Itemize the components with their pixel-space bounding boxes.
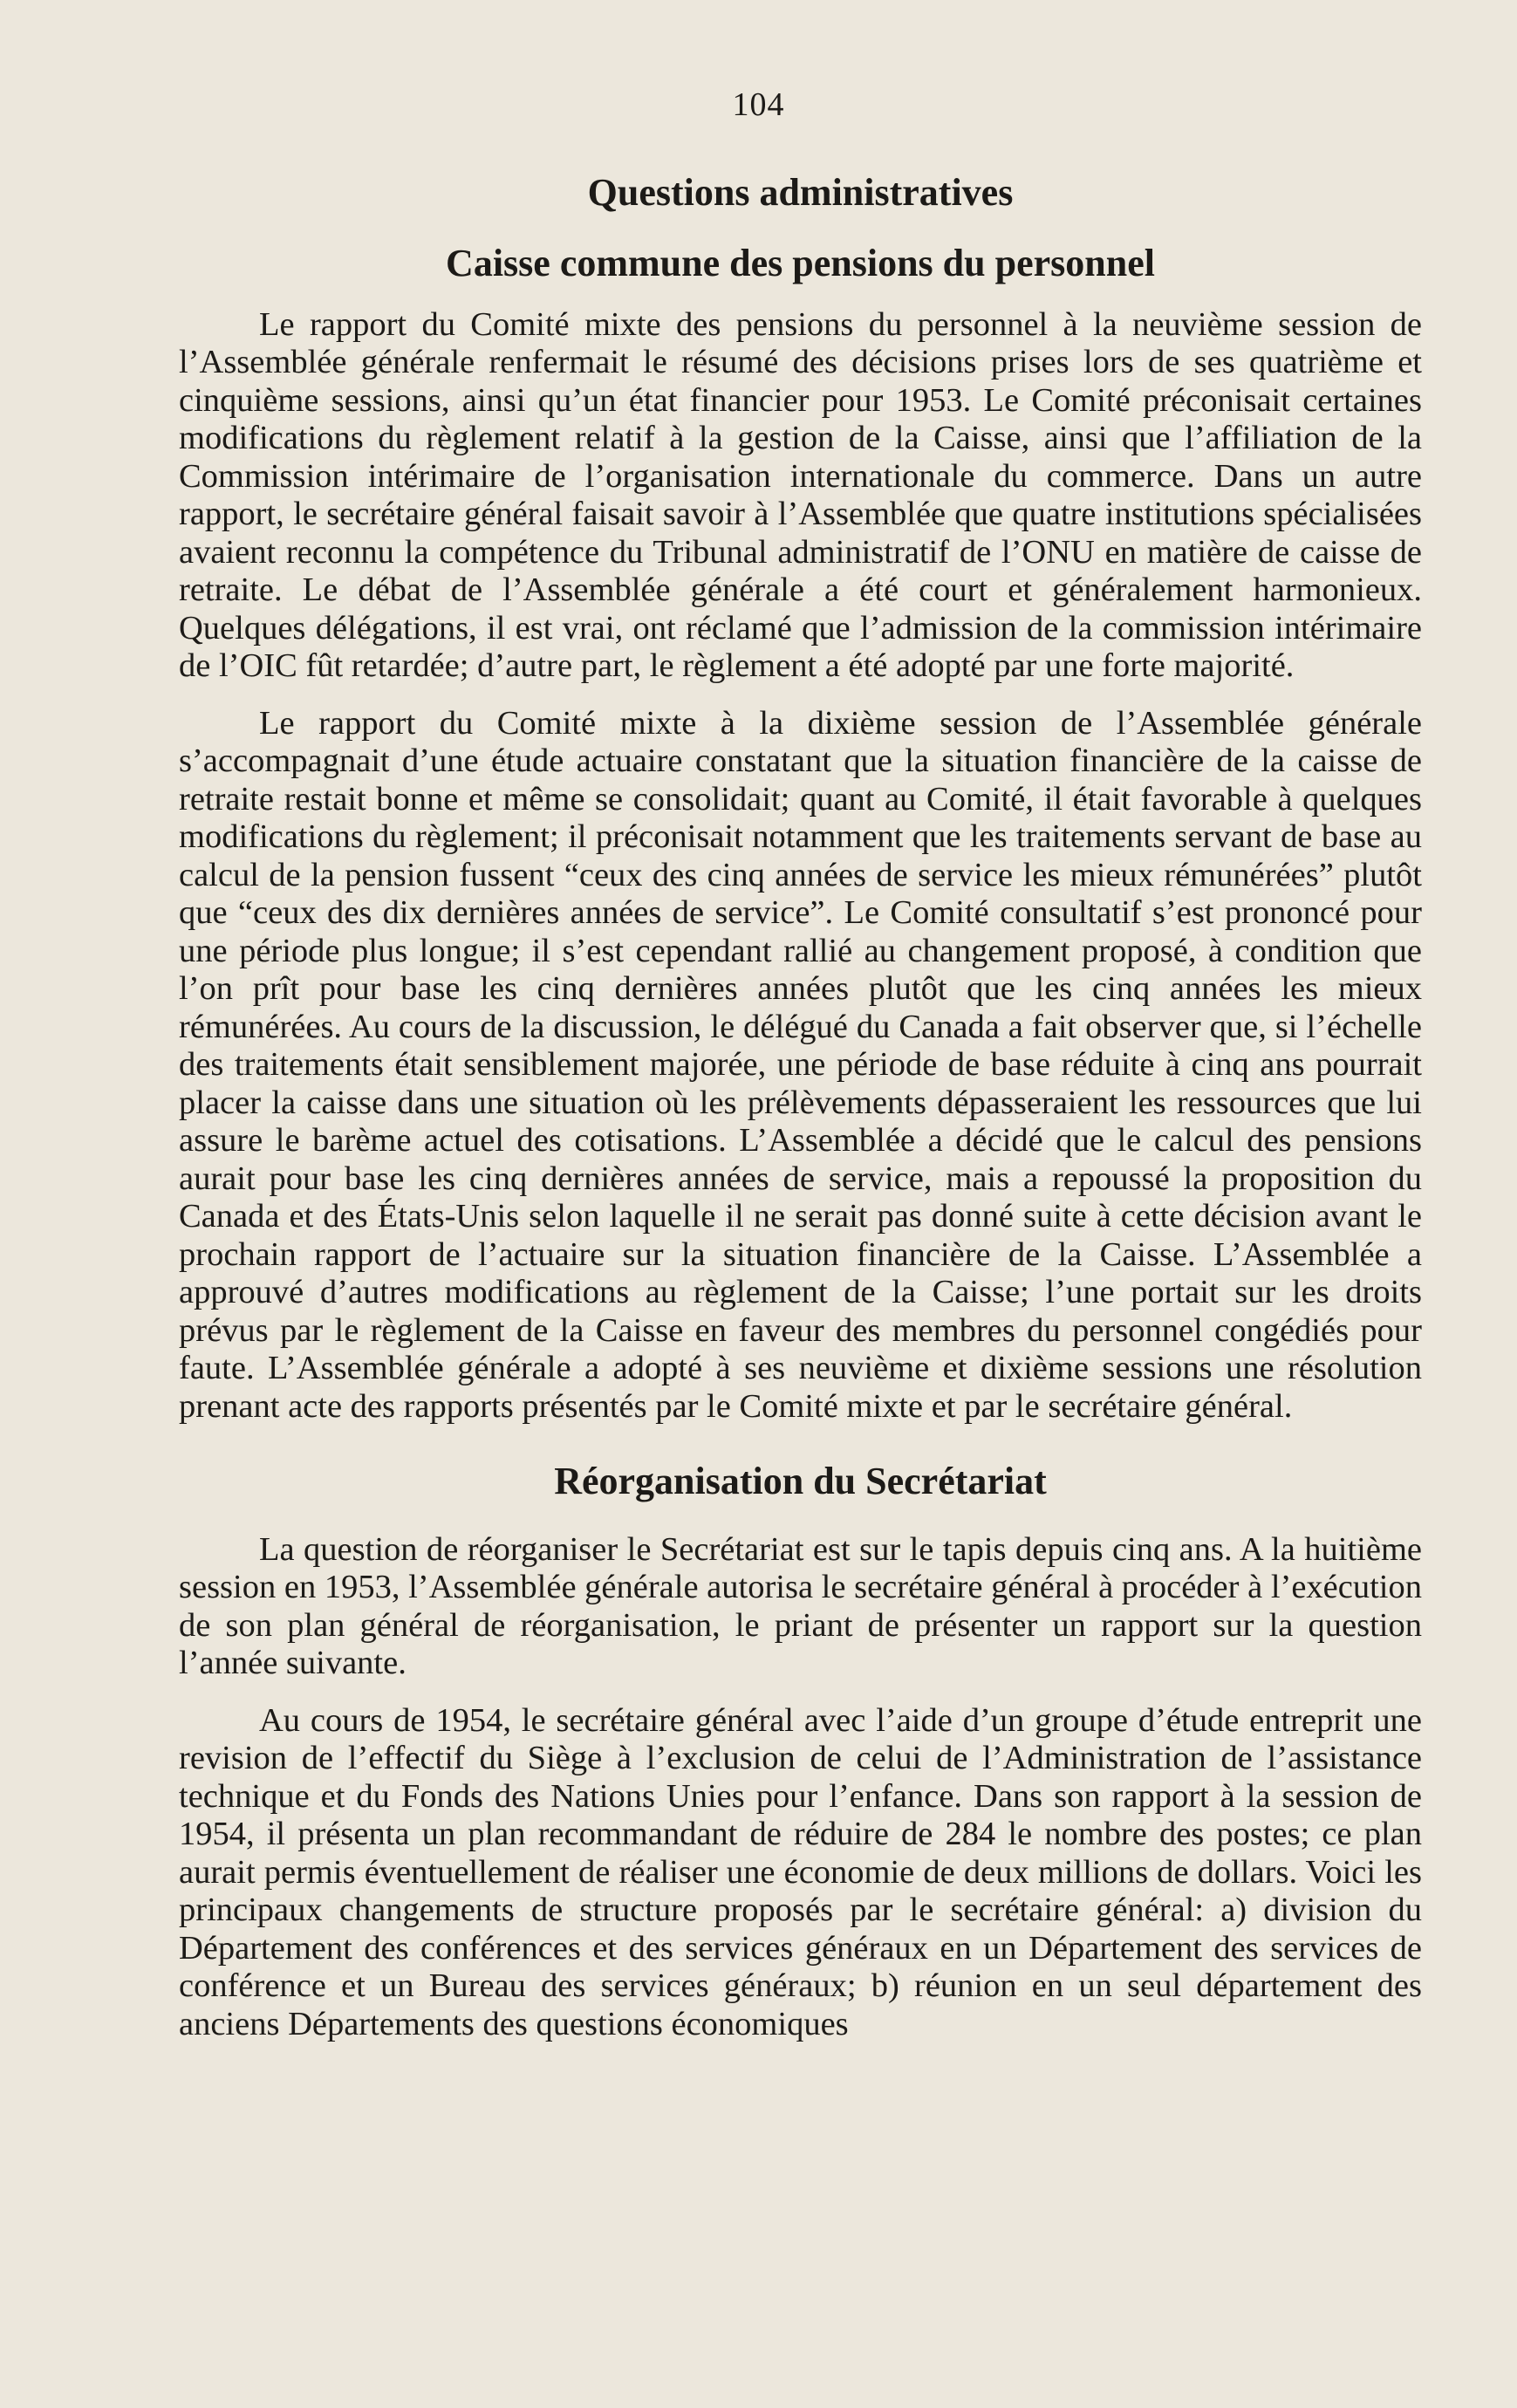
paragraph: La question de réorganiser le Secrétariat est sur le tapis depuis cinq ans. A la huitième session en 1953, l’Assemblée générale autorisa le secrétaire général à procéder à l’exécution de son plan général de réorganisation, le priant de présenter un rapport sur la question l’année suivante. <box>179 1530 1422 1682</box>
page-number: 104 <box>732 86 785 123</box>
paragraph: Le rapport du Comité mixte à la dixième session de l’Assemblée générale s’accompagnait d’une étude actuaire constatant que la situation financière de la caisse de retraite restait bonne et même se consolidait; quant au Comité, il était favorable à quelques modifications du règlement; il préconisait notamment que les traitements servant de base au calcul de la pension fussent “ceux des cinq années de service les mieux rémunérées” plutôt que “ceux des dix dernières années de service”. Le Comité consultatif s’est prononcé pour une période plus longue; il s’est cependant rallié au changement proposé, à condition que l’on prît pour base les cinq dernières années plutôt que les cinq années les mieux rémunérées. Au cours de la discussion, le délégué du Canada a fait observer que, si l’échelle des traitements était sensiblement majorée, une période de base réduite à cinq ans pourrait placer la caisse dans une situation où les prélèvements dépasseraient les ressources que lui assure le barème actuel des cotisations. L’Assemblée a décidé que le calcul des pensions aurait pour base les cinq dernières années de service, mais a repoussé la proposition du Canada et des États-Unis selon laquelle il ne serait pas donné suite à cette décision avant le prochain rapport de l’actuaire sur la situation financière de la Caisse. L’Assemblée a approuvé d’autres modifications au règlement de la Caisse; l’une portait sur les droits prévus par le règlement de la Caisse en faveur des membres du personnel congédiés pour faute. L’Assemblée générale a adopté à ses neuvième et dixième sessions une résolution prenant acte des rapports présentés par le Comité mixte et par le secrétaire général. <box>179 704 1422 1425</box>
section-title-pensions: Caisse commune des pensions du personnel <box>446 241 1155 284</box>
section-title-secretariat: Réorganisation du Secrétariat <box>554 1460 1047 1503</box>
main-heading: Questions administratives <box>587 171 1014 214</box>
paragraph: Au cours de 1954, le secrétaire général avec l’aide d’un groupe d’étude entreprit une revision de l’effectif du Siège à l’exclusion de celui de l’Administration de l’assistance technique et du Fonds des Nations Unies pour l’enfance. Dans son rapport à la session de 1954, il présenta un plan recommandant de réduire de 284 le nombre des postes; ce plan aurait permis éventuellement de réaliser une économie de deux millions de dollars. Voici les principaux changements de structure proposés par le secrétaire général: a) division du Département des conférences et des services généraux en un Département des services de conférence et un Bureau des services généraux; b) réunion en un seul département des anciens Départements des questions économiques <box>179 1701 1422 2042</box>
paragraph: Le rapport du Comité mixte des pensions du personnel à la neuvième session de l’Assemblée générale renfermait le résumé des décisions prises lors de ses quatrième et cinquième sessions, ainsi qu’un état financier pour 1953. Le Comité préconisait certaines modifications du règlement relatif à la gestion de la Caisse, ainsi que l’affiliation de la Commission intérimaire de l’organisation internationale du commerce. Dans un autre rapport, le secrétaire général faisait savoir à l’Assemblée que quatre institutions spécialisées avaient reconnu la compétence du Tribunal administratif de l’ONU en matière de caisse de retraite. Le débat de l’Assemblée générale a été court et généralement harmonieux. Quelques délégations, il est vrai, ont réclamé que l’admission de la commission intérimaire de l’OIC fût retardée; d’autre part, le règlement a été adopté par une forte majorité. <box>179 305 1422 685</box>
page-content <box>179 170 1422 2063</box>
